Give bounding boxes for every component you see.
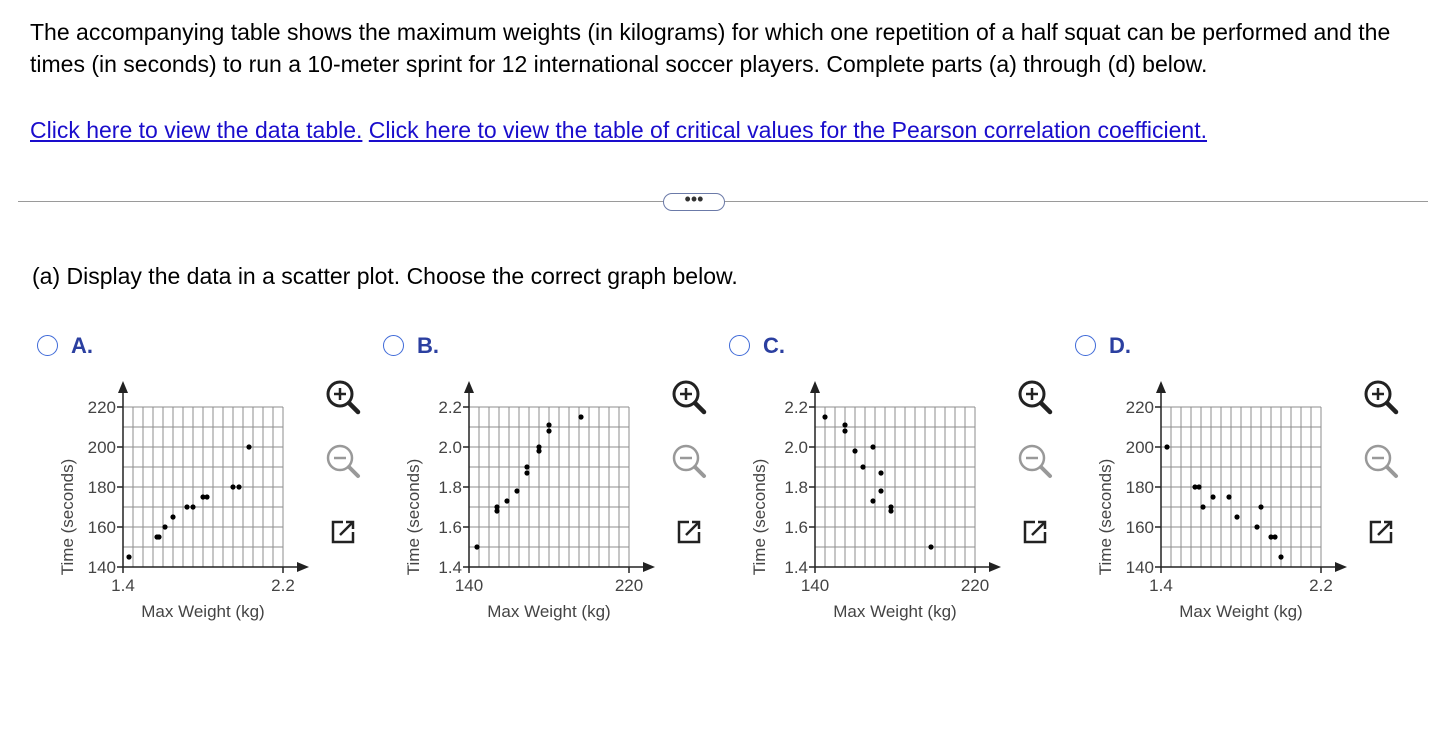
option-b-radio[interactable] — [383, 335, 404, 356]
problem-text: The accompanying table shows the maximum weights (in kilograms) for which one repetition of a half squat can be performed and the times (in seconds) to run a 10-meter sprint for 12 international soccer players. Complete parts (a) through (d) below. — [30, 19, 1391, 77]
data-point — [842, 428, 847, 433]
data-point — [514, 488, 519, 493]
data-point — [524, 464, 529, 469]
zoom-out-icon[interactable] — [1015, 442, 1055, 482]
zoom-out-icon[interactable] — [323, 442, 363, 482]
question-text: (a) Display the data in a scatter plot. Choose the correct graph below. — [32, 263, 738, 289]
plot-grid — [123, 407, 283, 567]
data-point — [842, 422, 847, 427]
option-c-radio[interactable] — [729, 335, 750, 356]
data-point — [1164, 444, 1169, 449]
graph-a — [40, 372, 320, 637]
data-point — [1258, 504, 1263, 509]
data-point — [494, 504, 499, 509]
x-tick-label: 220 — [960, 576, 990, 595]
plot-grid — [1161, 407, 1321, 567]
x-axis-arrow — [297, 562, 309, 572]
y-axis-arrow — [464, 381, 474, 393]
problem-statement — [30, 16, 1410, 80]
graph-c — [732, 372, 1012, 637]
data-point — [852, 448, 857, 453]
scatter-plot-b — [386, 372, 666, 637]
x-tick-label: 220 — [614, 576, 644, 595]
y-tick-label: 220 — [1125, 398, 1154, 417]
data-point — [184, 504, 189, 509]
data-point — [1234, 514, 1239, 519]
x-axis-label: Max Weight (kg) — [1179, 602, 1303, 621]
open-in-new-window-icon[interactable] — [1015, 512, 1055, 552]
data-point — [888, 508, 893, 513]
data-point — [1210, 494, 1215, 499]
critical-values-link[interactable]: Click here to view the table of critical values for the Pearson correlation coefficient. — [368, 117, 1208, 143]
open-in-new-window-icon[interactable] — [323, 512, 363, 552]
data-point — [822, 414, 827, 419]
option-b-letter: B. — [417, 333, 439, 358]
x-axis-arrow — [643, 562, 655, 572]
data-point — [870, 498, 875, 503]
y-axis-label: Time (seconds) — [1096, 458, 1115, 576]
y-tick-label: 1.4 — [438, 558, 462, 577]
y-tick-label: 1.6 — [438, 518, 462, 537]
y-tick-label: 180 — [1125, 478, 1154, 497]
data-point — [1196, 484, 1201, 489]
x-axis-label: Max Weight (kg) — [487, 602, 611, 621]
x-tick-label: 2.2 — [1309, 576, 1333, 595]
option-a-radio[interactable] — [37, 335, 58, 356]
y-tick-label: 1.6 — [784, 518, 808, 537]
y-tick-label: 2.2 — [438, 398, 462, 417]
y-tick-label: 2.0 — [438, 438, 462, 457]
y-tick-label: 1.8 — [438, 478, 462, 497]
data-point — [878, 488, 883, 493]
data-point — [126, 554, 131, 559]
data-point — [474, 544, 479, 549]
x-axis-arrow — [1335, 562, 1347, 572]
y-axis-arrow — [810, 381, 820, 393]
data-point — [1278, 554, 1283, 559]
y-tick-label: 1.8 — [784, 478, 808, 497]
zoom-in-icon[interactable] — [1015, 378, 1055, 418]
scatter-plot-a — [40, 372, 320, 637]
data-point — [578, 414, 583, 419]
data-point — [162, 524, 167, 529]
data-point — [204, 494, 209, 499]
data-point — [190, 504, 195, 509]
option-d-radio[interactable] — [1075, 335, 1096, 356]
data-point — [928, 544, 933, 549]
data-point — [170, 514, 175, 519]
zoom-in-icon[interactable] — [669, 378, 709, 418]
scatter-plot-c — [732, 372, 1012, 637]
data-point — [156, 534, 161, 539]
option-a-letter: A. — [71, 333, 93, 358]
y-tick-label: 180 — [87, 478, 116, 497]
y-tick-label: 160 — [1125, 518, 1154, 537]
y-tick-label: 200 — [1125, 438, 1154, 457]
option-d-letter: D. — [1109, 333, 1131, 358]
x-tick-label: 140 — [454, 576, 484, 595]
graph-d — [1078, 372, 1358, 637]
y-tick-label: 140 — [1125, 558, 1154, 577]
data-point — [524, 470, 529, 475]
data-point — [1226, 494, 1231, 499]
y-axis-label: Time (seconds) — [750, 458, 769, 576]
y-tick-label: 140 — [87, 558, 116, 577]
y-tick-label: 2.0 — [784, 438, 808, 457]
zoom-out-icon[interactable] — [669, 442, 709, 482]
y-tick-label: 2.2 — [784, 398, 808, 417]
data-table-link[interactable]: Click here to view the data table. — [30, 117, 363, 143]
data-point — [870, 444, 875, 449]
data-point — [1200, 504, 1205, 509]
y-axis-arrow — [1156, 381, 1166, 393]
x-axis-label: Max Weight (kg) — [833, 602, 957, 621]
plot-grid — [815, 407, 975, 567]
x-axis-arrow — [989, 562, 1001, 572]
more-button[interactable]: ••• — [663, 193, 725, 211]
x-tick-label: 1.4 — [111, 576, 135, 595]
x-tick-label: 1.4 — [1149, 576, 1173, 595]
y-tick-label: 1.4 — [784, 558, 808, 577]
x-tick-label: 2.2 — [271, 576, 295, 595]
scatter-plot-d — [1078, 372, 1358, 637]
y-axis-label: Time (seconds) — [58, 458, 77, 576]
data-point — [1254, 524, 1259, 529]
x-tick-label: 140 — [800, 576, 830, 595]
data-point — [878, 470, 883, 475]
zoom-out-icon[interactable] — [1361, 442, 1401, 482]
zoom-in-icon[interactable] — [1361, 378, 1401, 418]
y-axis-label: Time (seconds) — [404, 458, 423, 576]
option-c-letter: C. — [763, 333, 785, 358]
data-point — [546, 428, 551, 433]
graph-b — [386, 372, 666, 637]
y-tick-label: 160 — [87, 518, 116, 537]
data-point — [536, 444, 541, 449]
data-point — [860, 464, 865, 469]
y-axis-arrow — [118, 381, 128, 393]
open-in-new-window-icon[interactable] — [1361, 512, 1401, 552]
x-axis-label: Max Weight (kg) — [141, 602, 265, 621]
data-point — [236, 484, 241, 489]
reference-links — [30, 114, 1207, 146]
data-point — [546, 422, 551, 427]
data-point — [1272, 534, 1277, 539]
data-point — [504, 498, 509, 503]
y-tick-label: 200 — [87, 438, 116, 457]
y-tick-label: 220 — [87, 398, 116, 417]
zoom-in-icon[interactable] — [323, 378, 363, 418]
data-point — [246, 444, 251, 449]
open-in-new-window-icon[interactable] — [669, 512, 709, 552]
data-point — [230, 484, 235, 489]
